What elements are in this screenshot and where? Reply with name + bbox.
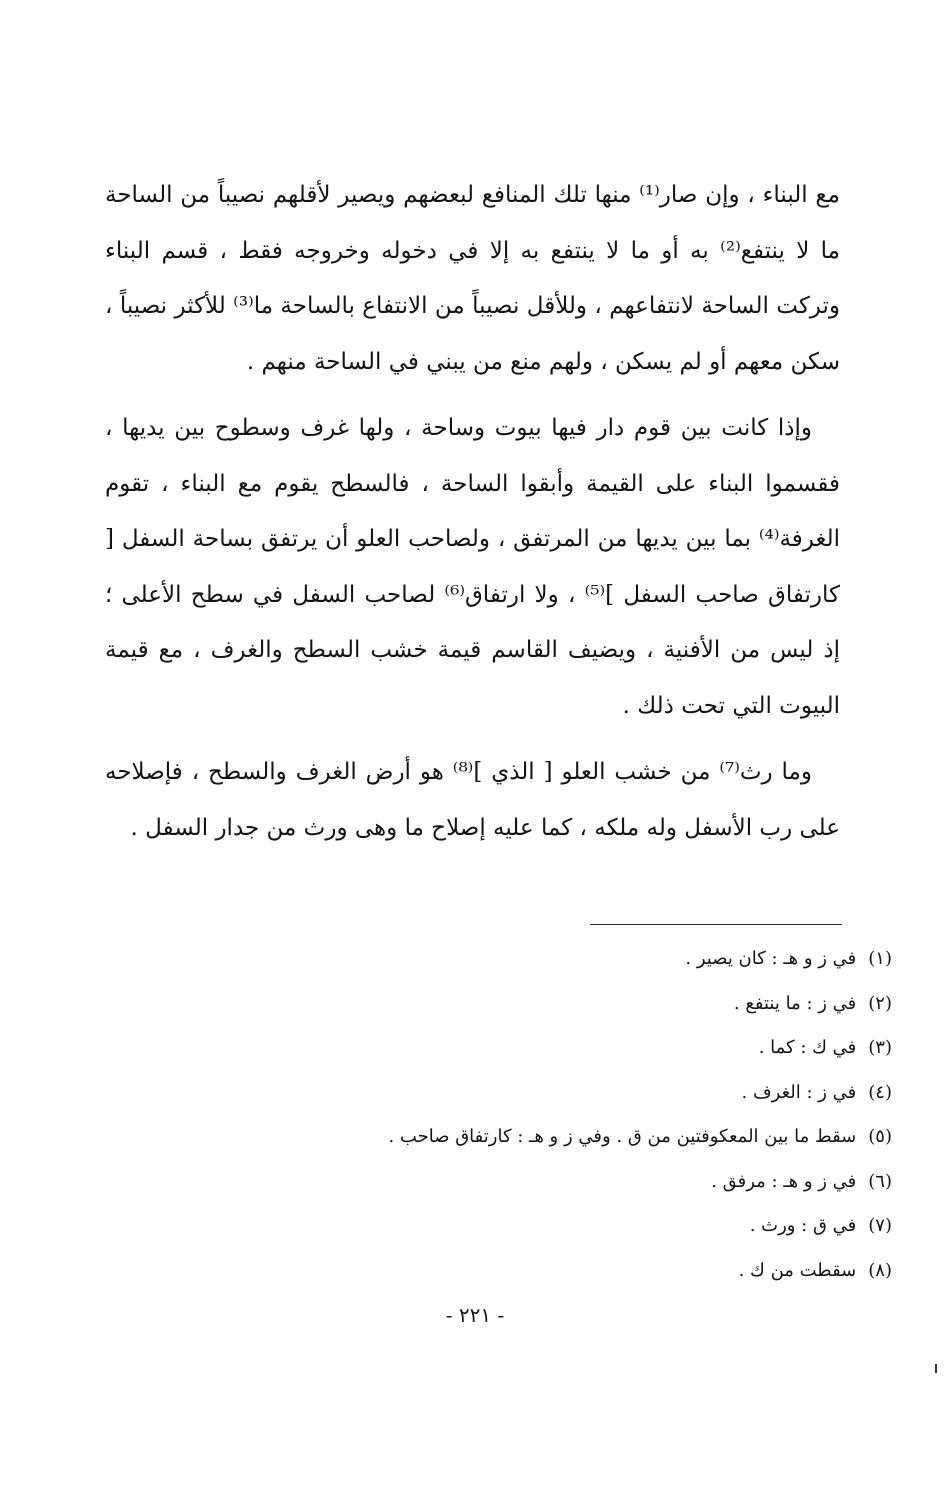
footnote-text: سقط ما بين المعكوفتين من ق . وفي ز و هـ : كارتفاق صاحب . — [388, 1126, 857, 1147]
footnote — [200, 1249, 892, 1294]
footnote-text: في ز و هـ : مرفق . — [711, 1170, 857, 1192]
page-number: - ٢٢١ - — [445, 1303, 505, 1327]
footnote-text: في ق : ورث . — [749, 1215, 857, 1236]
footnote — [200, 1204, 892, 1249]
footnote-number: (١) — [868, 948, 892, 969]
footnote-number: (٨) — [868, 1259, 892, 1281]
scan-edge-mark — [935, 1364, 937, 1373]
footnote-text: في ز : الغرف . — [741, 1081, 857, 1103]
footnote — [200, 1115, 892, 1160]
footnote-divider — [590, 924, 842, 925]
paragraph: وما رث⁽⁷⁾ من خشب العلو [ الذي ]⁽⁸⁾ هو أرض الغرف والسطح ، فإصلاحه على رب الأسفل وله ملكه ، كما عليه إصلاح ما وهى ورث من جدار السفل . — [105, 759, 840, 841]
paragraph: مع البناء ، وإن صار⁽¹⁾ منها تلك المنافع لبعضهم ويصير لأقلهم نصيباً من الساحة ما لا ينتفع⁽²⁾ به أو ما لا ينتفع به إلا في دخوله وخروجه فقط ، قسم البناء وتركت الساحة لانتفاعهم ، وللأقل نصيباً من الانتفاع بالساحة ما⁽³⁾ للأكثر نصيباً ، سكن معهم أو لم يسكن ، ولهم منع من يبني في الساحة منهم . — [105, 182, 840, 375]
footnote-number: (٢) — [868, 992, 892, 1014]
footnote — [200, 1026, 892, 1071]
footnote — [200, 1160, 892, 1205]
footnote — [200, 982, 892, 1027]
footnote-number: (٤) — [868, 1081, 892, 1103]
footnote-text: في ز و هـ : كان يصير . — [685, 948, 857, 969]
paragraph: وإذا كانت بين قوم دار فيها بيوت وساحة ، ولها غرف وسطوح بين يديها ، فقسموا البناء على القيمة وأبقوا الساحة ، فالسطح يقوم مع البناء ، تقوم الغرفة⁽⁴⁾ بما بين يديها من المرتفق ، ولصاحب العلو أن يرتفق بساحة السفل [ كارتفاق صاحب السفل ]⁽⁵⁾ ، ولا ارتفاق⁽⁶⁾ لصاحب السفل في سطح الأعلى ؛ إذ ليس من الأفنية ، ويضيف القاسم قيمة خشب السطح والغرف ، مع قيمة البيوت التي تحت ذلك . — [105, 415, 840, 719]
footnote — [200, 1071, 892, 1116]
footnotes — [200, 937, 892, 1293]
footnote-number: (٦) — [868, 1170, 892, 1192]
footnote — [200, 937, 892, 982]
footnote-text: في ز : ما ينتفع . — [733, 992, 857, 1014]
footnote-number: (٣) — [868, 1037, 892, 1058]
footnote-text: سقطت من ك . — [738, 1259, 857, 1281]
main-text — [105, 168, 840, 867]
footnote-number: (٧) — [868, 1215, 892, 1236]
footnote-number: (٥) — [868, 1126, 892, 1147]
footnote-text: في ك : كما . — [758, 1037, 857, 1058]
